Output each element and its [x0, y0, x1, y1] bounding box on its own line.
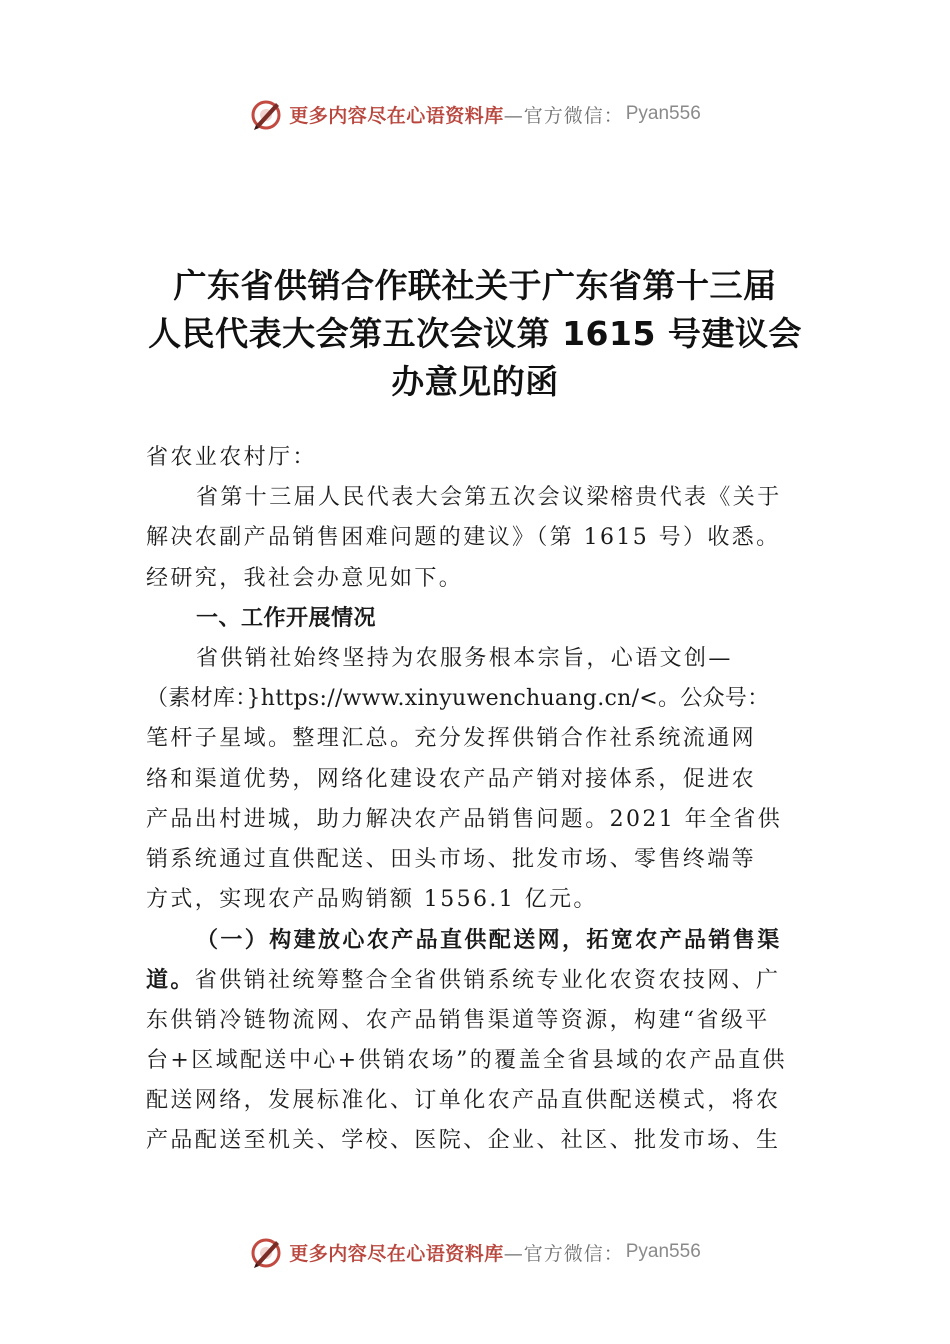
- paragraph-line: 配送网络，发展标准化、订单化农产品直供配送模式，将农: [146, 1088, 781, 1113]
- pen-logo-icon: [249, 97, 283, 131]
- paragraph-line: 方式，实现农产品购销额 1556.1 亿元。: [146, 887, 598, 913]
- title-line: 办意见的函: [391, 362, 559, 401]
- document-title: [110, 262, 840, 406]
- paragraph-line: 产品配送至机关、学校、医院、企业、社区、批发市场、生: [146, 1128, 781, 1154]
- salutation: 省农业农村厅：: [146, 445, 317, 470]
- watermark-label: —官方微信：: [503, 104, 624, 127]
- paragraph-line: 省供销社始终坚持为农服务根本宗旨，心语文创—: [196, 645, 733, 671]
- paragraph-line: 东供销冷链物流网、农产品销售渠道等资源，构建“省级平: [146, 1007, 770, 1033]
- paragraph-line: 经研究，我社会办意见如下。: [146, 565, 464, 591]
- paragraph-line: [146, 960, 810, 1000]
- document-body: [146, 438, 810, 1161]
- header-watermark: [0, 94, 950, 134]
- watermark-label: —官方微信：: [503, 1242, 624, 1265]
- section-heading: 一、工作开展情况: [196, 605, 377, 631]
- watermark-wechat-id: Pyan556: [625, 103, 701, 124]
- paragraph-line: 省第十三届人民代表大会第五次会议梁榕贵代表《关于: [196, 485, 782, 511]
- paragraph-line: 台+区域配送中心+供销农场”的覆盖全省县域的农产品直供: [146, 1047, 787, 1073]
- paragraph-text: 省供销社统筹整合全省供销系统专业化农资农技网、广: [194, 968, 781, 994]
- footer-watermark: [0, 1232, 950, 1272]
- watermark-wechat-id: Pyan556: [625, 1241, 701, 1262]
- watermark-title: 更多内容尽在心语资料库: [289, 104, 504, 127]
- pen-logo-icon: [249, 1235, 283, 1269]
- subsection-heading-end: 道。: [146, 967, 195, 994]
- paragraph-line: 解决农副产品销售困难问题的建议》（第 1615 号）收悉。: [146, 525, 781, 551]
- title-line: 人民代表大会第五次会议第 1615 号建议会: [148, 314, 802, 353]
- paragraph-line: 络和渠道优势，网络化建设农产品产销对接体系，促进农: [146, 766, 757, 792]
- paragraph-line: 产品出村进城，助力解决农产品销售问题。2021 年全省供: [146, 806, 783, 832]
- title-line: 广东省供销合作联社关于广东省第十三届: [173, 266, 777, 305]
- paragraph-line: 笔杆子星域。整理汇总。充分发挥供销合作社系统流通网: [146, 726, 757, 752]
- watermark-title: 更多内容尽在心语资料库: [289, 1242, 504, 1265]
- paragraph-line: 销系统通过直供配送、田头市场、批发市场、零售终端等: [146, 846, 757, 872]
- paragraph-line: （素材库：}https://www.xinyuwenchuang.cn/<。公众号：: [146, 686, 770, 712]
- subsection-heading: （一）构建放心农产品直供配送网，拓宽农产品销售渠: [196, 927, 782, 954]
